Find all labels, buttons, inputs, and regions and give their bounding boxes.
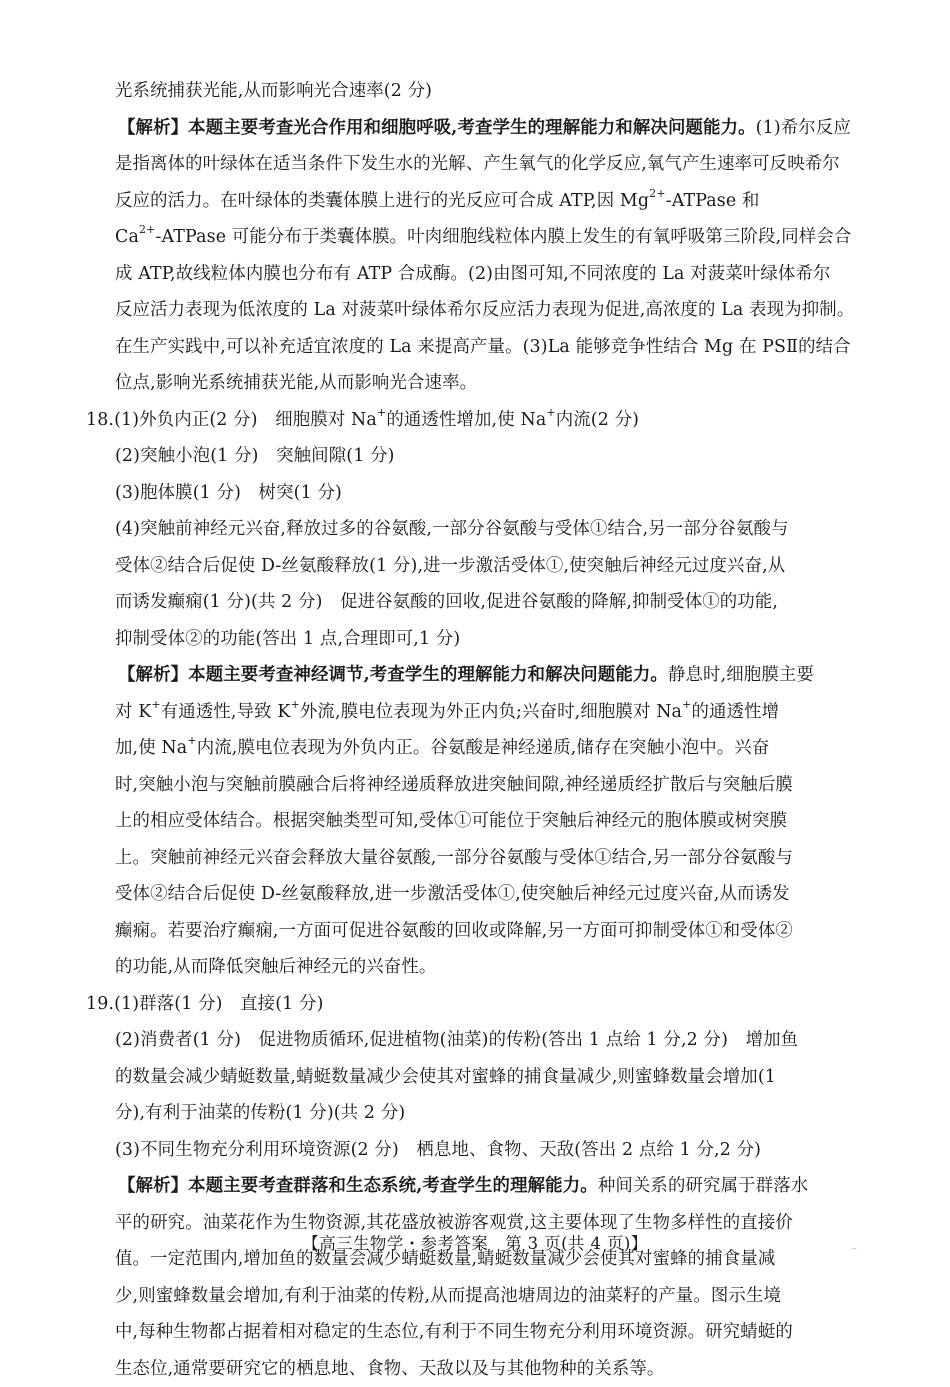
- text-line: 受体②结合后促使 D-丝氨酸释放,进一步激活受体①,使突触后神经元过度兴奋,从而诱发: [86, 876, 870, 913]
- text-line: 对 K+有通透性,导致 K+外流,膜电位表现为外正内负;兴奋时,细胞膜对 Na+的通透性增: [86, 694, 870, 731]
- analysis-heading: 【解析】本题主要考查神经调节,考查学生的理解能力和解决问题能力。: [118, 665, 668, 685]
- question-19-line: 19.(1)群落(1 分) 直接(1 分): [86, 986, 870, 1023]
- text-line: 位点,影响光系统捕获光能,从而影响光合速率。: [86, 365, 870, 402]
- text-line: 少,则蜜蜂数量会增加,有利于油菜的传粉,从而提高池塘周边的油菜籽的产量。图示生境: [86, 1278, 870, 1315]
- text-line: 抑制受体②的功能(答出 1 点,合理即可,1 分): [86, 621, 870, 658]
- analysis-line: 【解析】本题主要考查神经调节,考查学生的理解能力和解决问题能力。静息时,细胞膜主要: [86, 657, 870, 694]
- text-line: 而诱发癫痫(1 分)(共 2 分) 促进谷氨酸的回收,促进谷氨酸的降解,抑制受体①的功能,: [86, 584, 870, 621]
- question-18-line: 18.(1)外负内正(2 分) 细胞膜对 Na+的通透性增加,使 Na+内流(2 分): [86, 402, 870, 439]
- answer-body: [86, 73, 870, 1387]
- page-mark: ..: [852, 1242, 857, 1251]
- analysis-line: 【解析】本题主要考查光合作用和细胞呼吸,考查学生的理解能力和解决问题能力。(1)希尔反应: [86, 110, 870, 147]
- text-line: 加,使 Na+内流,膜电位表现为外负内正。谷氨酸是神经递质,储存在突触小泡中。兴奋: [86, 730, 870, 767]
- text-line: $Ca^{2+}$-ATPase 可能分布于类囊体膜。叶肉细胞线粒体内膜上发生的有氧呼吸第三阶段,同样会合: [86, 219, 870, 256]
- text-line: 分),有利于油菜的传粉(1 分)(共 2 分): [86, 1095, 870, 1132]
- text-line: 在生产实践中,可以补充适宜浓度的 La 来提高产量。(3)La 能够竞争性结合 Mg 在 PSⅡ的结合: [86, 329, 870, 366]
- text-line: 生态位,通常要研究它的栖息地、食物、天敌以及与其他物种的关系等。: [86, 1351, 870, 1387]
- text-line: (4)突触前神经元兴奋,释放过多的谷氨酸,一部分谷氨酸与受体①结合,另一部分谷氨酸与: [86, 511, 870, 548]
- page-footer: 【高三生物学・参考答案 第 3 页(共 4 页)】: [0, 1232, 950, 1256]
- text-line: 反应活力表现为低浓度的 La 对菠菜叶绿体希尔反应活力表现为促进,高浓度的 La 表现为抑制。: [86, 292, 870, 329]
- text-line: 上。突触前神经元兴奋会释放大量谷氨酸,一部分谷氨酸与受体①结合,另一部分谷氨酸与: [86, 840, 870, 877]
- text-line: 是指离体的叶绿体在适当条件下发生水的光解、产生氧气的化学反应,氧气产生速率可反映希尔: [86, 146, 870, 183]
- text-line: 的功能,从而降低突触后神经元的兴奋性。: [86, 949, 870, 986]
- text-line: 成 ATP,故线粒体内膜也分布有 ATP 合成酶。(2)由图可知,不同浓度的 La 对菠菜叶绿体希尔: [86, 256, 870, 293]
- text-line: 受体②结合后促使 D-丝氨酸释放(1 分),进一步激活受体①,使突触后神经元过度兴奋,从: [86, 548, 870, 585]
- text-line: (3)不同生物充分利用环境资源(2 分) 栖息地、食物、天敌(答出 2 点给 1 分,2 分): [86, 1132, 870, 1169]
- text-line: 值。一定范围内,增加鱼的数量会减少蜻蜓数量,蜻蜓数量减少会使其对蜜蜂的捕食量减: [86, 1241, 870, 1278]
- text-line: 平的研究。油菜花作为生物资源,其花盛放被游客观赏,这主要体现了生物多样性的直接价: [86, 1205, 870, 1242]
- analysis-line: 【解析】本题主要考查群落和生态系统,考查学生的理解能力。种间关系的研究属于群落水: [86, 1168, 870, 1205]
- text-line: 癫痫。若要治疗癫痫,一方面可促进谷氨酸的回收或降解,另一方面可抑制受体①和受体②: [86, 913, 870, 950]
- text-line: 时,突触小泡与突触前膜融合后将神经递质释放进突触间隙,神经递质经扩散后与突触后膜: [86, 767, 870, 804]
- text-line: 反应的活力。在叶绿体的类囊体膜上进行的光反应可合成 ATP,因 $Mg^{2+}$-ATPase 和: [86, 183, 870, 220]
- text-line: 上的相应受体结合。根据突触类型可知,受体①可能位于突触后神经元的胞体膜或树突膜: [86, 803, 870, 840]
- text-line: (3)胞体膜(1 分) 树突(1 分): [86, 475, 870, 512]
- text-line: 中,每种生物都占据着相对稳定的生态位,有利于不同生物充分利用环境资源。研究蜻蜓的: [86, 1314, 870, 1351]
- analysis-heading: 【解析】本题主要考查光合作用和细胞呼吸,考查学生的理解能力和解决问题能力。: [118, 118, 756, 138]
- analysis-heading: 【解析】本题主要考查群落和生态系统,考查学生的理解能力。: [118, 1176, 598, 1196]
- text-line: (2)突触小泡(1 分) 突触间隙(1 分): [86, 438, 870, 475]
- text-line: (2)消费者(1 分) 促进物质循环,促进植物(油菜)的传粉(答出 1 点给 1 分,2 分) 增加鱼: [86, 1022, 870, 1059]
- text-line: 光系统捕获光能,从而影响光合速率(2 分): [86, 73, 870, 110]
- text-line: 的数量会减少蜻蜓数量,蜻蜓数量减少会使其对蜜蜂的捕食量减少,则蜜蜂数量会增加(1: [86, 1059, 870, 1096]
